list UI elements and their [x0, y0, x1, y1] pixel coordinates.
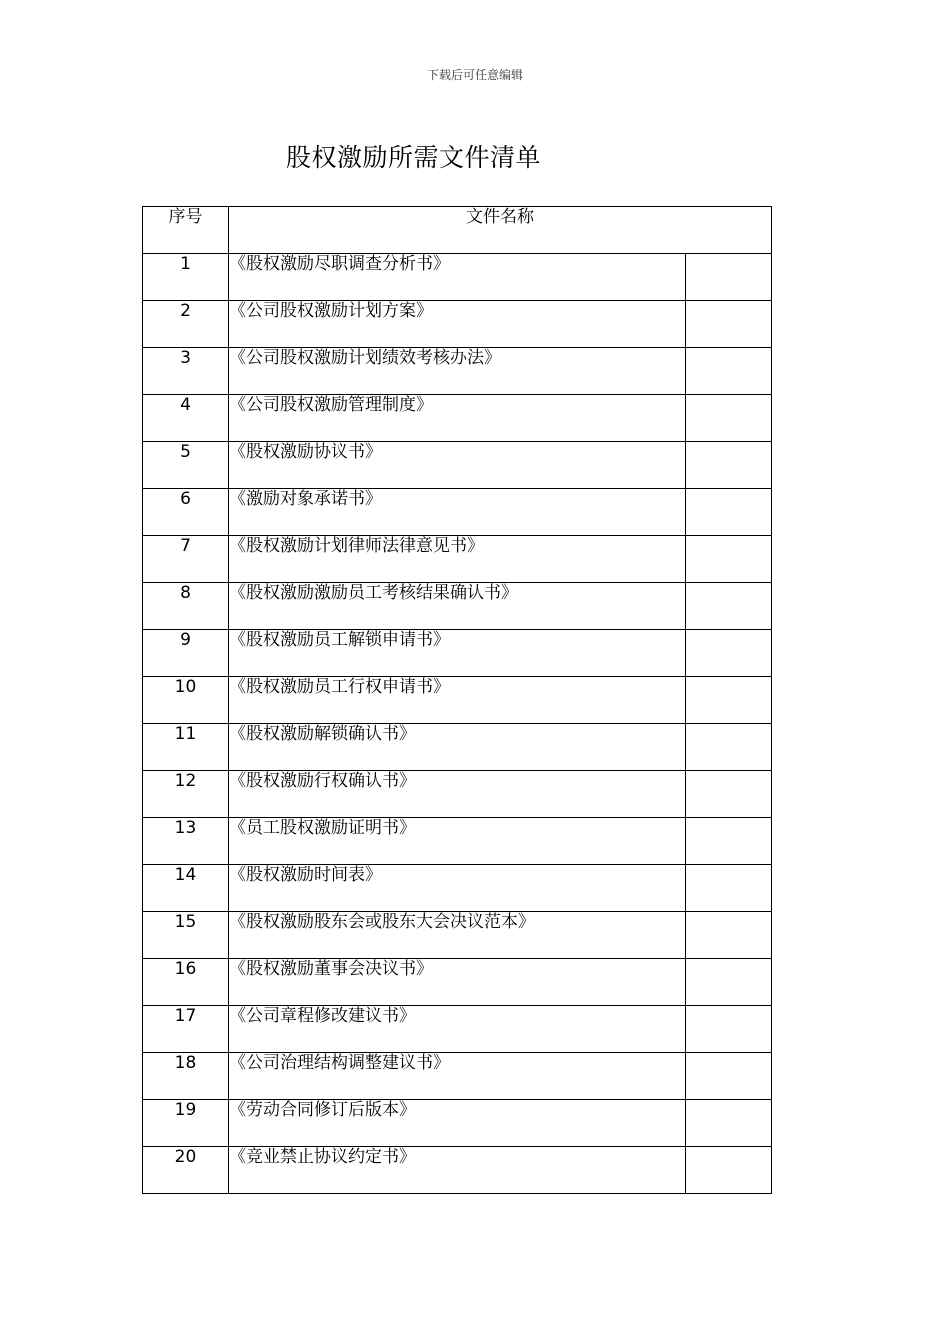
table-row [143, 536, 772, 583]
row-blank-cell [686, 536, 772, 583]
row-file-name: 《公司股权激励计划绩效考核办法》 [229, 348, 686, 395]
table-row [143, 1100, 772, 1147]
row-blank-cell [686, 677, 772, 724]
table-row [143, 818, 772, 865]
row-number: 17 [143, 1006, 229, 1053]
row-file-name: 《股权激励员工行权申请书》 [229, 677, 686, 724]
row-file-name: 《股权激励行权确认书》 [229, 771, 686, 818]
table-row [143, 959, 772, 1006]
row-file-name: 《股权激励协议书》 [229, 442, 686, 489]
table-row [143, 724, 772, 771]
row-number: 14 [143, 865, 229, 912]
column-header-name: 文件名称 [229, 207, 772, 254]
row-blank-cell [686, 724, 772, 771]
row-file-name: 《股权激励计划律师法律意见书》 [229, 536, 686, 583]
file-list-table [142, 206, 772, 1194]
table-row [143, 1147, 772, 1194]
row-blank-cell [686, 912, 772, 959]
row-blank-cell [686, 348, 772, 395]
row-blank-cell [686, 630, 772, 677]
row-number: 16 [143, 959, 229, 1006]
row-number: 12 [143, 771, 229, 818]
row-blank-cell [686, 489, 772, 536]
row-number: 3 [143, 348, 229, 395]
column-header-number: 序号 [143, 207, 229, 254]
row-file-name: 《公司股权激励计划方案》 [229, 301, 686, 348]
table-row [143, 865, 772, 912]
row-file-name: 《股权激励解锁确认书》 [229, 724, 686, 771]
row-number: 6 [143, 489, 229, 536]
row-number: 18 [143, 1053, 229, 1100]
row-file-name: 《公司治理结构调整建议书》 [229, 1053, 686, 1100]
row-blank-cell [686, 771, 772, 818]
row-blank-cell [686, 818, 772, 865]
row-number: 8 [143, 583, 229, 630]
row-blank-cell [686, 254, 772, 301]
row-blank-cell [686, 1006, 772, 1053]
row-number: 20 [143, 1147, 229, 1194]
row-number: 15 [143, 912, 229, 959]
page-header: 下载后可任意编辑 [426, 68, 523, 82]
table-row [143, 301, 772, 348]
row-number: 11 [143, 724, 229, 771]
row-file-name: 《竞业禁止协议约定书》 [229, 1147, 686, 1194]
row-blank-cell [686, 1100, 772, 1147]
table-row [143, 677, 772, 724]
table-row [143, 771, 772, 818]
row-blank-cell [686, 1147, 772, 1194]
row-blank-cell [686, 1053, 772, 1100]
row-blank-cell [686, 959, 772, 1006]
row-blank-cell [686, 301, 772, 348]
table-row [143, 1006, 772, 1053]
table-row [143, 630, 772, 677]
row-blank-cell [686, 442, 772, 489]
table-row [143, 1053, 772, 1100]
table-header-row [143, 207, 772, 254]
table-row [143, 583, 772, 630]
row-file-name: 《股权激励尽职调查分析书》 [229, 254, 686, 301]
row-blank-cell [686, 395, 772, 442]
row-number: 7 [143, 536, 229, 583]
row-number: 1 [143, 254, 229, 301]
row-number: 2 [143, 301, 229, 348]
row-number: 9 [143, 630, 229, 677]
table-row [143, 489, 772, 536]
table-row [143, 395, 772, 442]
row-file-name: 《股权激励员工解锁申请书》 [229, 630, 686, 677]
table-row [143, 912, 772, 959]
row-file-name: 《公司章程修改建议书》 [229, 1006, 686, 1053]
row-file-name: 《公司股权激励管理制度》 [229, 395, 686, 442]
row-number: 19 [143, 1100, 229, 1147]
row-file-name: 《股权激励股东会或股东大会决议范本》 [229, 912, 686, 959]
row-blank-cell [686, 583, 772, 630]
row-number: 4 [143, 395, 229, 442]
table-body [143, 207, 772, 1194]
row-file-name: 《股权激励时间表》 [229, 865, 686, 912]
row-number: 13 [143, 818, 229, 865]
row-number: 5 [143, 442, 229, 489]
row-file-name: 《员工股权激励证明书》 [229, 818, 686, 865]
row-file-name: 《劳动合同修订后版本》 [229, 1100, 686, 1147]
row-blank-cell [686, 865, 772, 912]
row-file-name: 《股权激励董事会决议书》 [229, 959, 686, 1006]
row-number: 10 [143, 677, 229, 724]
document-title: 股权激励所需文件清单 [286, 143, 542, 172]
row-file-name: 《股权激励激励员工考核结果确认书》 [229, 583, 686, 630]
table-row [143, 254, 772, 301]
table-row [143, 348, 772, 395]
table-row [143, 442, 772, 489]
row-file-name: 《激励对象承诺书》 [229, 489, 686, 536]
